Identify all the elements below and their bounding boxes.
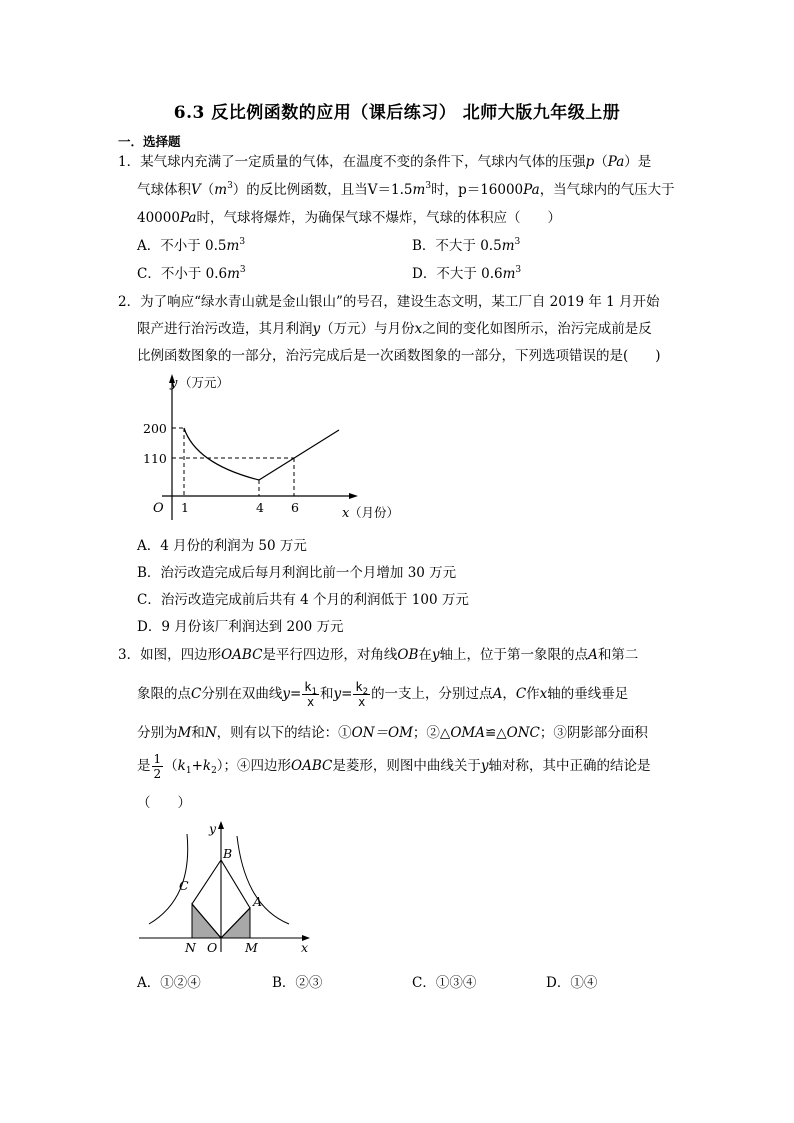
q1-option-d-unit: m [502, 266, 516, 282]
q3-option-d[interactable]: D．①④ [546, 975, 598, 991]
q1-line-1 [118, 152, 651, 172]
q3-label-a: A [253, 894, 263, 909]
q3-yeq2: y= [333, 686, 353, 702]
q1-cube: 3 [227, 181, 233, 191]
q3-label-n: N [185, 940, 196, 955]
q3-a: A [588, 647, 598, 663]
q3-onc: ONC [506, 725, 540, 741]
q2-tick-110: 110 [143, 451, 167, 466]
q3-k2b-sub: 2 [211, 766, 217, 776]
q3-label-c: C [179, 878, 189, 893]
q3-half-den: 2 [153, 767, 162, 781]
q3-x: x [539, 686, 548, 702]
q2-text-3: 比例函数图象的一部分，治污完成后是一次函数图象的一部分，下列选项错误的是( ) [137, 348, 661, 364]
q2-tick-200: 200 [143, 421, 167, 436]
q1-cond-1: V＝1.5 [367, 182, 413, 198]
q1-unit-m: m [214, 182, 228, 198]
q1-cond-2: p＝16000 [458, 182, 524, 198]
q3-t4a: 是 [137, 758, 151, 774]
q2-x-arrow [349, 493, 358, 499]
q1-option-d-label: D．不大于 0.6 [412, 266, 503, 282]
q3-t1b: 是平行四边形，对角线 [262, 647, 398, 663]
q3-oabc2: OABC [291, 758, 333, 774]
q3-comma: ， [502, 686, 516, 702]
q1-option-a-cube: 3 [239, 237, 246, 247]
q3-plus: + [191, 758, 203, 774]
q1-line-2 [137, 180, 675, 200]
q2-option-a[interactable]: A．4 月份的利润为 50 万元 [137, 538, 307, 554]
q2-text-1: 为了响应“绿水青山就是金山银山”的号召，建设生态文明，某工厂自 2019 年 1 月开始 [140, 294, 660, 310]
q2-linear-line [259, 430, 339, 480]
q3-t2c: 的一支上，分别过点 [371, 686, 493, 702]
q3-oabc: OABC [221, 647, 263, 663]
q3-yeq: y= [282, 686, 302, 702]
q1-var-v: V [191, 182, 201, 198]
q3-figure [135, 818, 315, 958]
q2-tick-x1: 1 [181, 500, 189, 515]
page-title: 6.3 反比例函数的应用（课后练习） 北师大版九年级上册 [173, 103, 621, 123]
q3-t3c: ；②△ [412, 725, 451, 741]
q1-unit-pa: Pa [607, 154, 625, 170]
q1-option-b[interactable] [412, 236, 520, 256]
q3-y: y [431, 647, 440, 663]
q1-cube-2: 3 [425, 181, 432, 191]
q1-cond-2b: ，当气球内的气压大于 [539, 182, 675, 198]
q3-frac-k2-den: x [358, 695, 366, 709]
q2-tick-x4: 4 [256, 500, 264, 515]
q3-frac-half [152, 752, 164, 781]
q3-line-5: （ ） [137, 795, 191, 811]
q1-option-c-cube: 3 [239, 265, 246, 275]
q1-option-c[interactable] [137, 264, 246, 284]
q3-t1d: 轴上，位于第一象限的点 [439, 647, 589, 663]
q3-t2d: 作 [526, 686, 540, 702]
q3-right-hyperbola [237, 836, 289, 924]
q1-text-1: 某气球内充满了一定质量的气体，在温度不变的条件下，气球内气体的压强 [140, 154, 586, 170]
q1-option-b-unit: m [501, 238, 515, 254]
q3-label-b: B [223, 846, 233, 861]
q2-line-3 [137, 346, 661, 366]
q1-option-d[interactable] [412, 264, 521, 284]
q2-text-2b: （万元）与月份 [320, 321, 415, 337]
q1-option-b-cube: 3 [514, 237, 521, 247]
q3-frac-k1-num [302, 680, 319, 695]
q3-c: C [191, 686, 202, 702]
q1-option-b-label: B．不大于 0.5 [412, 238, 502, 254]
q3-k2b: k [202, 758, 212, 774]
q3-half-num: 1 [153, 752, 162, 766]
q1-text-2a: 气球体积 [137, 182, 191, 198]
q3-k1: k [304, 680, 312, 694]
q1-text-3b: 时，气球将爆炸，为确保气球不爆炸，气球的体积应（ ） [196, 210, 561, 226]
q3-y2: y [480, 758, 489, 774]
q3-t3d: ；③阴影部分面积 [539, 725, 648, 741]
q3-option-b[interactable]: B．②③ [272, 975, 323, 991]
q1-cond-1b: 时， [431, 182, 459, 198]
q2-option-c[interactable]: C．治污改造完成前后共有 4 个月的利润低于 100 万元 [137, 592, 469, 608]
q3-c2: C [515, 686, 527, 702]
q3-frac-k1 [302, 680, 319, 709]
q3-label-x: x [301, 940, 309, 955]
q3-m: M [177, 725, 192, 741]
q3-label-m: M [245, 940, 258, 955]
q2-origin: O [153, 501, 164, 516]
q3-t3a: 分别为 [137, 725, 178, 741]
q2-graph [138, 372, 408, 528]
q3-t4e: 轴对称，其中正确的结论是 [488, 758, 651, 774]
q1-var-p: p [585, 154, 595, 170]
q3-t2e: 轴的垂线垂足 [547, 686, 629, 702]
q3-t1a: 如图，四边形 [140, 647, 222, 663]
q2-option-d[interactable]: D．9 月份该厂利润达到 200 万元 [137, 619, 344, 635]
q3-k2: k [355, 680, 363, 694]
q3-a2: A [492, 686, 503, 702]
q1-option-a-label: A．不小于 0.5 [137, 238, 227, 254]
q2-number: 2． [118, 294, 141, 310]
q2-line-2 [137, 319, 652, 339]
q2-xlabel-var: x [342, 506, 350, 521]
q3-line-1 [118, 645, 638, 665]
q1-text-3a: 40000 [137, 210, 180, 226]
q3-t4c: ）；④四边形 [216, 758, 292, 774]
q1-option-a-unit: m [226, 238, 240, 254]
q1-number: 1． [118, 154, 141, 170]
q3-line-4 [137, 752, 651, 781]
q2-text-2c: 之间的变化如图所示，治污完成前是反 [422, 321, 652, 337]
q3-t4b: （ [164, 758, 178, 774]
q1-option-d-cube: 3 [515, 265, 522, 275]
q2-var-x: x [414, 321, 423, 337]
q3-t1c: 在 [418, 647, 432, 663]
q3-label-y: y [209, 821, 217, 836]
q3-k2-sub: 2 [362, 687, 369, 697]
q1-line-3 [137, 208, 561, 228]
q2-ylabel-unit: （万元） [179, 375, 230, 390]
q1-option-c-unit: m [227, 266, 240, 282]
q3-number: 3． [118, 647, 141, 663]
q2-xlabel-unit: （月份） [349, 505, 400, 520]
q3-frac-k2-num [353, 680, 370, 695]
q2-line-1 [118, 292, 660, 312]
q1-paren-close: ）是 [624, 154, 652, 170]
q3-t2b: 分别在双曲线 [201, 686, 283, 702]
q3-line-2 [137, 680, 628, 709]
q2-ylabel-var: y [170, 376, 178, 391]
q3-line-3 [137, 723, 648, 743]
q3-frac-k2 [353, 680, 370, 709]
q3-on-om: ON＝OM [351, 725, 413, 741]
q3-option-a[interactable]: A．①②④ [137, 975, 201, 991]
q1-unit-m-2: m [412, 182, 426, 198]
q2-option-b[interactable]: B．治污改造完成后每月利润比前一个月增加 30 万元 [137, 565, 457, 581]
q1-paren: （ [594, 154, 608, 170]
q3-t2a: 象限的点 [137, 686, 191, 702]
q3-label-o: O [207, 940, 218, 955]
section-heading: 一．选择题 [118, 134, 181, 149]
q2-tick-x6: 6 [291, 500, 299, 515]
q3-y-arrow [218, 821, 224, 829]
q3-ob: OB [397, 647, 419, 663]
q3-t1e: 和第二 [597, 647, 639, 663]
q1-option-c-label: C．不小于 0.6 [137, 266, 228, 282]
q3-k1-sub: 1 [311, 687, 317, 697]
q3-k1b-sub: 1 [185, 766, 192, 776]
q2-var-y: y [312, 321, 321, 337]
q1-text-2b: ）的反比例函数，且当 [232, 182, 368, 198]
q3-frac-k1-den: x [307, 695, 315, 709]
q3-t4d: 是菱形，则图中曲线关于 [332, 758, 481, 774]
q3-and: 和 [319, 686, 334, 702]
q3-cong: ≌△ [484, 725, 507, 741]
q3-oma: OMA [450, 725, 485, 741]
q1-paren-2: （ [200, 182, 215, 198]
q3-and2: 和 [191, 725, 205, 741]
q2-text-2: 限产进行治污改造，其月利润 [137, 321, 313, 337]
q3-t3b: ，则有以下的结论：① [216, 725, 352, 741]
q3-n: N [204, 725, 217, 741]
q1-unit-pa-2: Pa [523, 182, 540, 198]
q2-inverse-curve [184, 428, 259, 480]
q1-unit-pa-3: Pa [179, 210, 197, 226]
q1-option-a[interactable] [137, 236, 245, 256]
q3-option-c[interactable]: C．①③④ [412, 975, 477, 991]
q3-k1b: k [177, 758, 186, 774]
